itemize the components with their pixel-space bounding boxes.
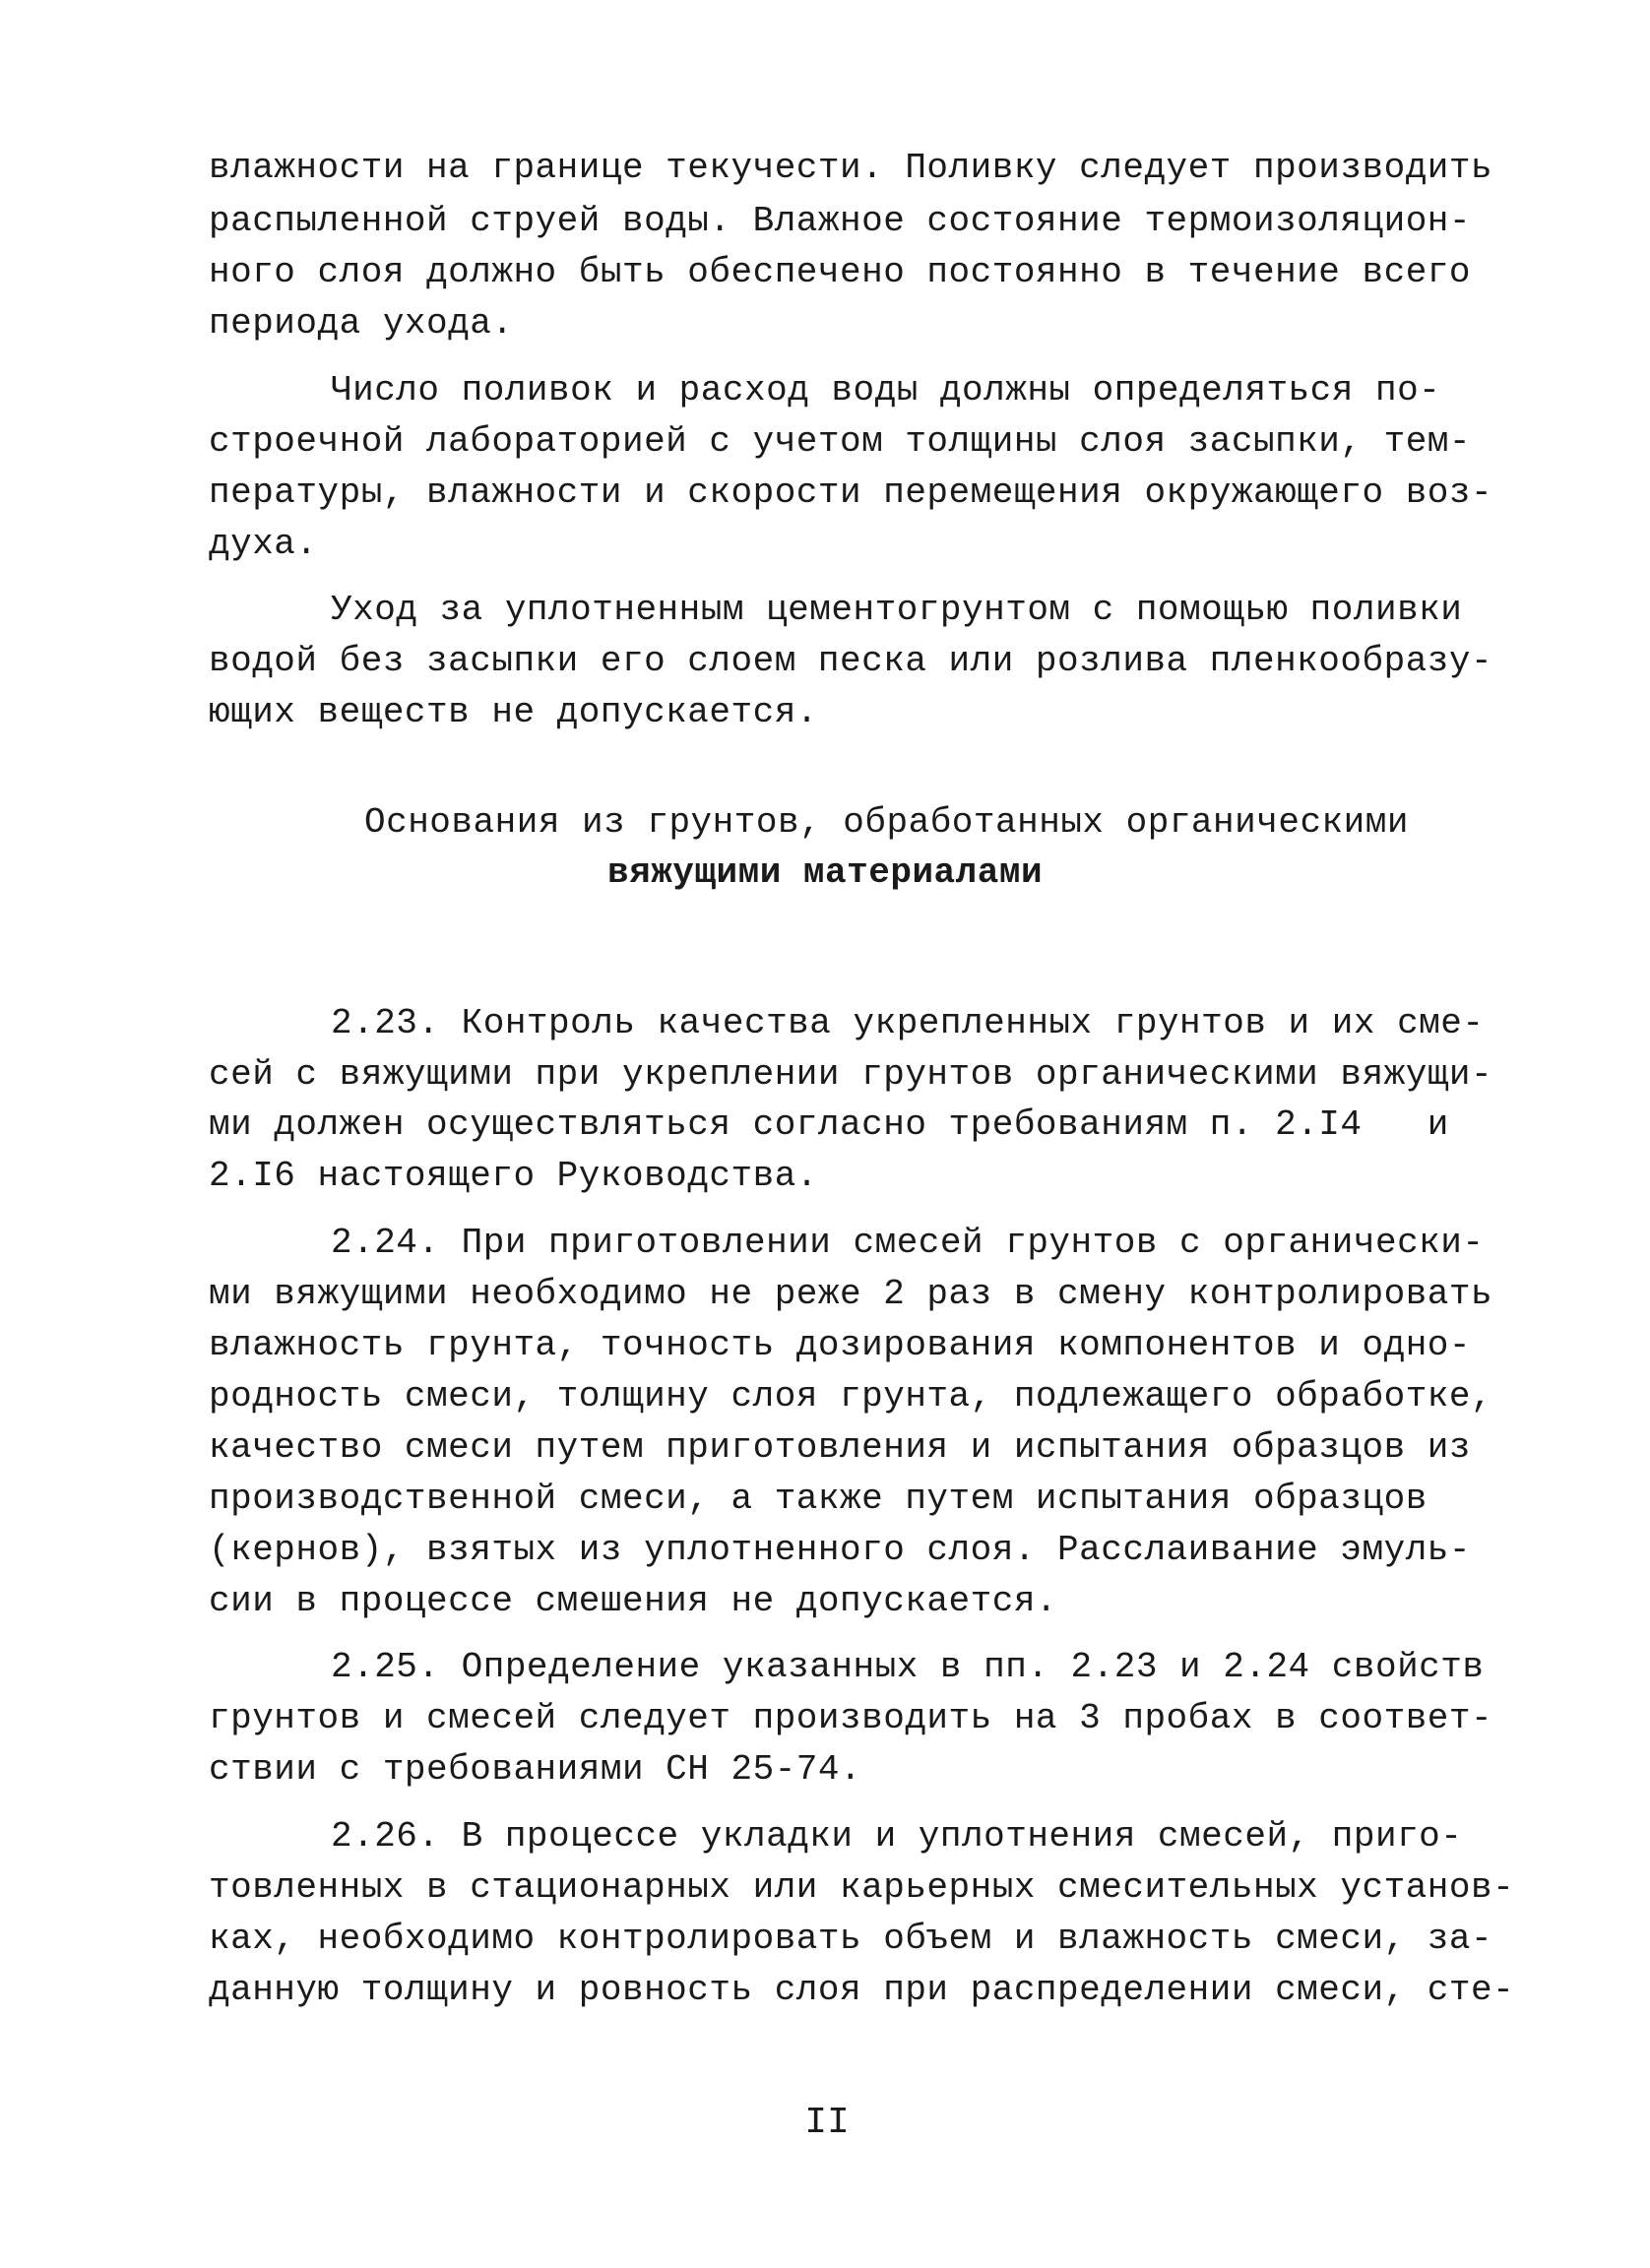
text-line: ках, необходимо контролировать объем и влажность смеси, за- xyxy=(209,1919,1493,1959)
text-line: ми должен осуществляться согласно требованиям п. 2.I4 и xyxy=(209,1104,1449,1145)
text-line: влажность грунта, точность дозирования компонентов и одно- xyxy=(209,1325,1472,1365)
section-heading-line: Основания из грунтов, обработанных органическими xyxy=(364,802,1409,843)
text-line: товленных в стационарных или карьерных смесительных установ- xyxy=(209,1867,1515,1908)
text-line: духа. xyxy=(209,524,318,564)
text-line: сей с вяжущими при укреплении грунтов органическими вяжущи- xyxy=(209,1054,1493,1095)
text-line: пературы, влажности и скорости перемещения окружающего воз- xyxy=(209,472,1493,513)
text-line: водой без засыпки его слоем песка или розлива пленкообразу- xyxy=(209,641,1493,681)
text-line: 2.I6 настоящего Руководства. xyxy=(209,1156,818,1196)
text-line: 2.26. В процессе укладки и уплотнения смесей, приго- xyxy=(331,1816,1463,1857)
text-line: строечной лабораторией с учетом толщины слоя засыпки, тем- xyxy=(209,421,1472,462)
text-line: родность смеси, толщину слоя грунта, подлежащего обработке, xyxy=(209,1376,1493,1417)
text-line: периода ухода. xyxy=(209,303,514,344)
section-heading-line: вяжущими материалами xyxy=(607,852,1044,893)
text-line: влажности на границе текучести. Поливку следует производить xyxy=(209,148,1493,188)
text-line: 2.24. При приготовлении смесей грунтов с органически- xyxy=(331,1223,1485,1263)
page-number: II xyxy=(804,2102,850,2144)
text-line: ми вяжущими необходимо не реже 2 раз в смену контролировать xyxy=(209,1274,1493,1314)
text-line: сии в процессе смешения не допускается. xyxy=(209,1581,1058,1621)
text-line: грунтов и смесей следует производить на 3 пробах в соответ- xyxy=(209,1698,1493,1738)
text-line: производственной смеси, а также путем испытания образцов xyxy=(209,1479,1428,1519)
text-line: 2.25. Определение указанных в пп. 2.23 и 2.24 свойств xyxy=(331,1647,1485,1687)
text-line: Число поливок и расход воды должны определяться по- xyxy=(331,370,1441,410)
text-line: ющих веществ не допускается. xyxy=(209,692,818,732)
text-line: ствии с требованиями СН 25-74. xyxy=(209,1749,862,1790)
text-line: 2.23. Контроль качества укрепленных грунтов и их сме- xyxy=(331,1003,1485,1043)
text-line: Уход за уплотненным цементогрунтом с помощью поливки xyxy=(331,590,1463,630)
text-line: (кернов), взятых из уплотненного слоя. Расслаивание эмуль- xyxy=(209,1530,1472,1570)
text-line: ного слоя должно быть обеспечено постоянно в течение всего xyxy=(209,252,1472,292)
text-line: качество смеси путем приготовления и испытания образцов из xyxy=(209,1427,1472,1468)
text-line: распыленной струей воды. Влажное состояние термоизоляцион- xyxy=(209,201,1472,241)
text-line: данную толщину и ровность слоя при распределении смеси, сте- xyxy=(209,1970,1515,2010)
